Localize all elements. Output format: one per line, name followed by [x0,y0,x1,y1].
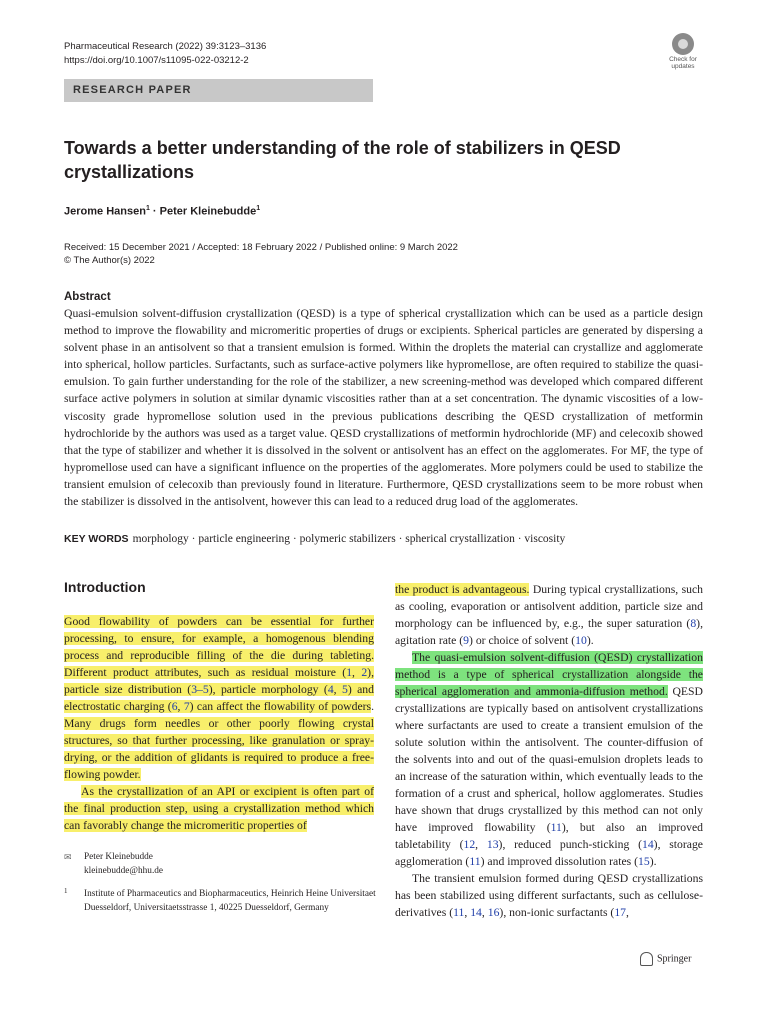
author-name[interactable]: Peter Kleinebudde [159,205,257,218]
citation-link[interactable]: 14 [470,906,482,919]
affiliation-text: Institute of Pharmaceutics and Biopharmaceutics, Heinrich Heine Universitaet Duesseldorf, Universitaetsstrasse 1, 40225 Duesseldorf, Germany [84,889,376,913]
journal-ref: Pharmaceutical Research (2022) 39:3123–3136 [64,41,267,52]
citation-link[interactable]: 13 [486,838,499,851]
citation-link[interactable]: 1 [346,666,353,679]
left-column [64,613,374,834]
doi-link[interactable]: https://doi.org/10.1007/s11095-022-03212-2 [64,55,249,66]
citation-link[interactable]: 10 [575,634,587,647]
history-dates: Received: 15 December 2021 / Accepted: 18 February 2022 / Published online: 9 March 2022 [64,242,458,253]
copyright: © The Author(s) 2022 [64,255,155,266]
author-affil-sup: 1 [145,205,150,212]
author-name[interactable]: Jerome Hansen [64,205,146,218]
introduction-heading: Introduction [64,579,146,595]
right-column [395,581,703,921]
corresponding-author-note [64,851,164,876]
abstract-heading: Abstract [64,291,111,303]
citation-link[interactable]: 2 [361,666,368,679]
citation-link[interactable]: 8 [690,617,697,630]
paragraph: The transient emulsion formed during QESD crystallizations has been stabilized using different surfactants, such as cellulose-derivatives (11, 14, 16), non-ionic surfactants (17, [395,872,703,919]
article-type-banner [64,79,373,102]
check-updates-icon [672,33,694,55]
check-for-updates-badge[interactable] [663,33,703,71]
citation-link[interactable]: 12 [463,838,476,851]
publisher-footer [640,952,691,966]
citation-link[interactable]: 9 [463,634,469,647]
contact-email[interactable]: kleinebudde@hhu.de [84,865,164,876]
paragraph: The quasi-emulsion solvent-diffusion (QESD) crystallization method is a type of spherical crystallization alongside the spherical agglomeration and ammonia-diffusion method. QESD crystallizations are typically based on antisolvent crystallizations where surfactants are used to create a transient emulsion of the solute solution within the antisolvent. The counter-diffusion of the solvents into and out of the quasi-emulsion droplets leads to an increase of the saturation within, which eventually leads to the formation of a crust and spherical, hollow agglomerates. Studies have shown that drugs crystallized by this method can not only have improved flowability (11), but also an improved tabletability (12, 13), reduced punch-sticking (14), storage agglomeration (11) and improved dissolution rates (15). [395,651,703,868]
citation-link[interactable]: 16 [487,906,500,919]
citation-link[interactable]: 6 [171,700,178,713]
citation-link[interactable]: 7 [183,700,190,713]
keywords [64,533,565,545]
citation-link[interactable]: 4 [327,683,334,696]
citation-link[interactable]: 14 [641,838,654,851]
abstract-body: Quasi-emulsion solvent-diffusion crystallization (QESD) is a type of spherical crystallization which can be used as a particle design method to improve the flowability and micromeritic properties of drugs or excipients. Spherical particles are generated by dispersing a solvent phase in an antisolvent so that a transient emulsion is formed. Within the droplets the material can crystallize and agglomerate into spherical, hollow particles. Surfactants, such as surface-active polymers like hypromellose, are often required to stabilize the quasi-emulsion. To gain further understanding for the role of the stabilizer, a new screening-method was developed which compared different surface active polymers in solution at similar dynamic viscosities rather than at a set concentration. The dynamic viscosities of a low-viscosity grade hypromellose solution used in the previous publications describing the QESD crystallization of metformin hydrochloride by the authors was used as a target value. QESD crystallizations of metformin hydrochloride (MF) and celecoxib showed that the type of stabilizer and whether it is dissolved in the solvent or antisolvent has an effect on the agglomerates. For MF, the type of hypromellose used can have a significant influence on the properties of the agglomerates. More polymers could be used to stabilize the transient emulsion of celecoxib than previously found in literature. Furthermore, QESD crystallizations seem to be more robust when the stabilizer is dissolved in the antisolvent, however this can lead to a reduced drug load of the agglomerates. [64,307,703,509]
citation-link[interactable]: 11 [469,855,481,868]
publisher-name: Springer [657,953,692,965]
highlight-yellow: Many drugs form needles or other poorly flowing crystal structures, so that further processing, like granulation or spray-drying, or the addition of glidants is required to produce a free-flowing powder. [64,717,374,781]
citation-link[interactable]: 11 [453,906,465,919]
citation-link[interactable]: 5 [341,683,348,696]
journal-citation [64,40,266,68]
contact-name: Peter Kleinebudde [84,852,153,862]
highlight-yellow: Good flowability of powders can be essential for further processing, to ensure, for example, a homogenous blending process and reproducible filling of the die during tableting. Different product attributes, such as residual moisture (1, 2), particle size distribution (3–5), particle morphology (4, 5) and electrostatic charging (6, 7) can affect the flowability of powders [64,615,374,713]
author-list [64,205,260,218]
article-dates [64,241,458,267]
highlight-green: The quasi-emulsion solvent-diffusion (QESD) crystallization method is a type of spherical crystallization alongside the spherical agglomeration and ammonia-diffusion method. [395,651,703,698]
affiliation-marker: 1 [64,887,68,895]
paragraph: the product is advantageous. During typical crystallizations, such as cooling, evaporation or antisolvent addition, particle size and morphology can be influenced by, e.g., the super saturation (8), agitation rate (9) or choice of solvent (10). [395,583,703,647]
citation-link[interactable]: 11 [550,821,562,834]
springer-logo-icon [640,952,653,966]
highlight-yellow: the product is advantageous. [395,583,530,596]
citation-link[interactable]: 3–5 [191,683,209,696]
citation-link[interactable]: 15 [638,855,650,868]
author-affil-sup: 1 [256,205,261,212]
envelope-icon: ✉ [64,852,72,862]
keywords-list: morphology · particle engineering · polymeric stabilizers · spherical crystallization · viscosity [132,533,566,545]
paragraph [64,783,374,834]
author-separator: · [149,205,160,218]
citation-link[interactable]: 17 [614,906,626,919]
article-type: RESEARCH PAPER [73,84,192,96]
paragraph: Good flowability of powders can be essential for further processing, to ensure, for example, a homogenous blending process and reproducible filling of the die during tableting. Different product attributes, such as residual moisture (1, 2), particle size distribution (3–5), particle morphology (4, 5) and electrostatic charging (6, 7) can affect the flowability of powders. Many drugs form needles or other poorly flowing crystal structures, so that further processing, like granulation or spray-drying, or the addition of glidants is required to produce a free-flowing powder. [64,615,374,781]
keywords-label: KEY WORDS [64,533,129,545]
article-title: Towards a better understanding of the role of stabilizers in QESD crystallizations [64,138,621,182]
check-updates-label: Check for updates [669,56,697,70]
highlight-yellow: As the crystallization of an API or excipient is often part of the final production step, using a crystallization method which can favorably change the micromeritic properties of [64,785,374,832]
